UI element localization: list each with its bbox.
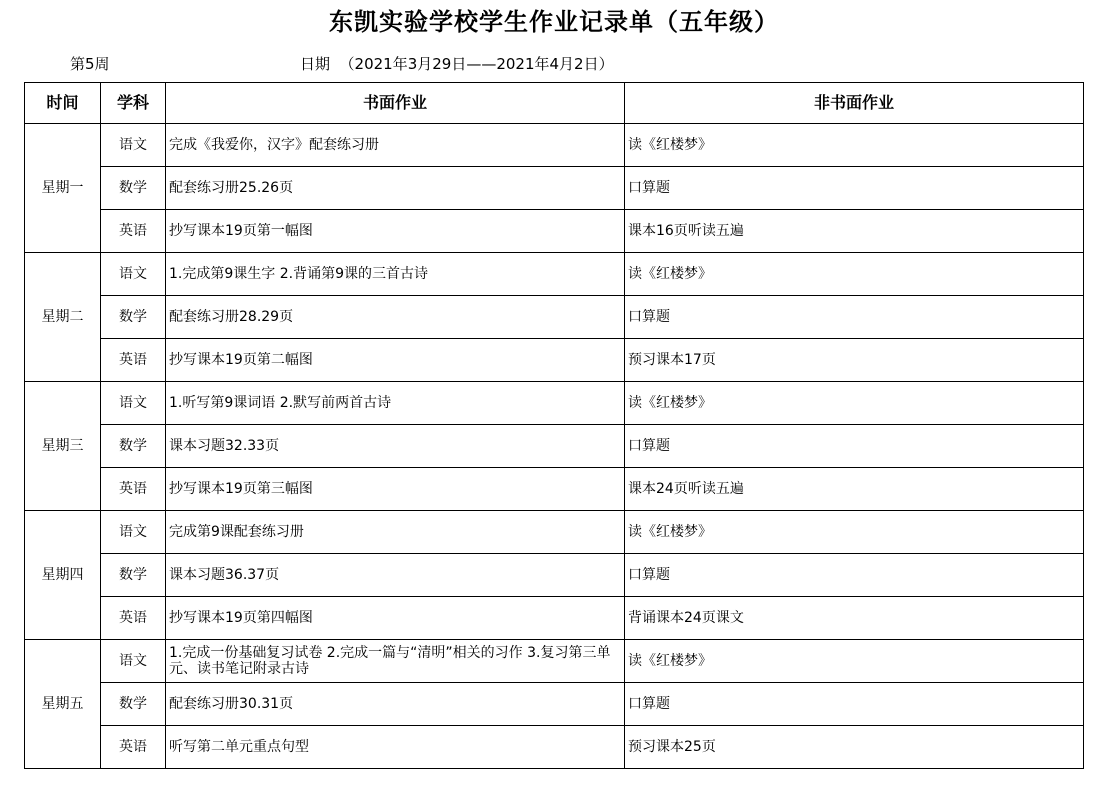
table-row [25,511,1084,554]
table-row [25,726,1084,769]
header-row [25,83,1084,124]
table-row [25,382,1084,425]
table-row [25,339,1084,382]
subject-cell: 数学 [101,683,166,726]
nonwritten-homework-cell: 口算题 [625,554,1084,597]
page-title: 东凯实验学校学生作业记录单（五年级） [329,7,779,36]
nonwritten-homework-cell: 口算题 [625,425,1084,468]
table-row [25,167,1084,210]
homework-table [24,82,1084,769]
day-cell: 星期一 [25,124,101,253]
subject-cell: 数学 [101,296,166,339]
subject-cell: 英语 [101,339,166,382]
day-cell: 星期二 [25,253,101,382]
written-homework-cell: 课本习题32.33页 [166,425,625,468]
day-cell: 星期三 [25,382,101,511]
written-homework-cell: 抄写课本19页第二幅图 [166,339,625,382]
week-label: 第5周 [70,55,110,73]
nonwritten-homework-cell: 课本16页听读五遍 [625,210,1084,253]
nonwritten-homework-cell: 口算题 [625,167,1084,210]
subject-cell: 英语 [101,468,166,511]
written-homework-cell: 完成第9课配套练习册 [166,511,625,554]
table-row [25,554,1084,597]
written-homework-cell: 1.听写第9课词语 2.默写前两首古诗 [166,382,625,425]
nonwritten-homework-cell: 读《红楼梦》 [625,511,1084,554]
header-subject: 学科 [101,83,166,124]
subject-cell: 英语 [101,597,166,640]
nonwritten-homework-cell: 口算题 [625,296,1084,339]
nonwritten-homework-cell: 预习课本17页 [625,339,1084,382]
table-row [25,124,1084,167]
table-row [25,640,1084,683]
written-homework-cell: 抄写课本19页第四幅图 [166,597,625,640]
nonwritten-homework-cell: 口算题 [625,683,1084,726]
table-row [25,425,1084,468]
written-homework-cell: 听写第二单元重点句型 [166,726,625,769]
subject-cell: 语文 [101,253,166,296]
nonwritten-homework-cell: 读《红楼梦》 [625,640,1084,683]
subject-cell: 语文 [101,124,166,167]
table-row [25,597,1084,640]
written-homework-cell: 课本习题36.37页 [166,554,625,597]
written-homework-cell: 抄写课本19页第三幅图 [166,468,625,511]
table-row [25,296,1084,339]
nonwritten-homework-cell: 预习课本25页 [625,726,1084,769]
subject-cell: 语文 [101,511,166,554]
table-row [25,683,1084,726]
nonwritten-homework-cell: 读《红楼梦》 [625,124,1084,167]
subject-cell: 英语 [101,726,166,769]
subject-cell: 语文 [101,382,166,425]
header-time: 时间 [25,83,101,124]
written-homework-cell: 1.完成一份基础复习试卷 2.完成一篇与“清明”相关的习作 3.复习第三单元、读书笔记附录古诗 [166,640,625,683]
written-homework-cell: 抄写课本19页第一幅图 [166,210,625,253]
written-homework-cell: 配套练习册30.31页 [166,683,625,726]
written-homework-cell: 1.完成第9课生字 2.背诵第9课的三首古诗 [166,253,625,296]
subject-cell: 数学 [101,554,166,597]
subject-cell: 数学 [101,425,166,468]
day-cell: 星期五 [25,640,101,769]
nonwritten-homework-cell: 课本24页听读五遍 [625,468,1084,511]
nonwritten-homework-cell: 读《红楼梦》 [625,253,1084,296]
nonwritten-homework-cell: 背诵课本24页课文 [625,597,1084,640]
written-homework-cell: 完成《我爱你，汉字》配套练习册 [166,124,625,167]
subject-cell: 语文 [101,640,166,683]
table-row [25,468,1084,511]
written-homework-cell: 配套练习册28.29页 [166,296,625,339]
table-row [25,210,1084,253]
header-written: 书面作业 [166,83,625,124]
table-row [25,253,1084,296]
subject-cell: 英语 [101,210,166,253]
written-homework-cell: 配套练习册25.26页 [166,167,625,210]
day-cell: 星期四 [25,511,101,640]
nonwritten-homework-cell: 读《红楼梦》 [625,382,1084,425]
date-range: 日期 （2021年3月29日——2021年4月2日） [300,55,614,73]
header-nonwritten: 非书面作业 [625,83,1084,124]
subject-cell: 数学 [101,167,166,210]
